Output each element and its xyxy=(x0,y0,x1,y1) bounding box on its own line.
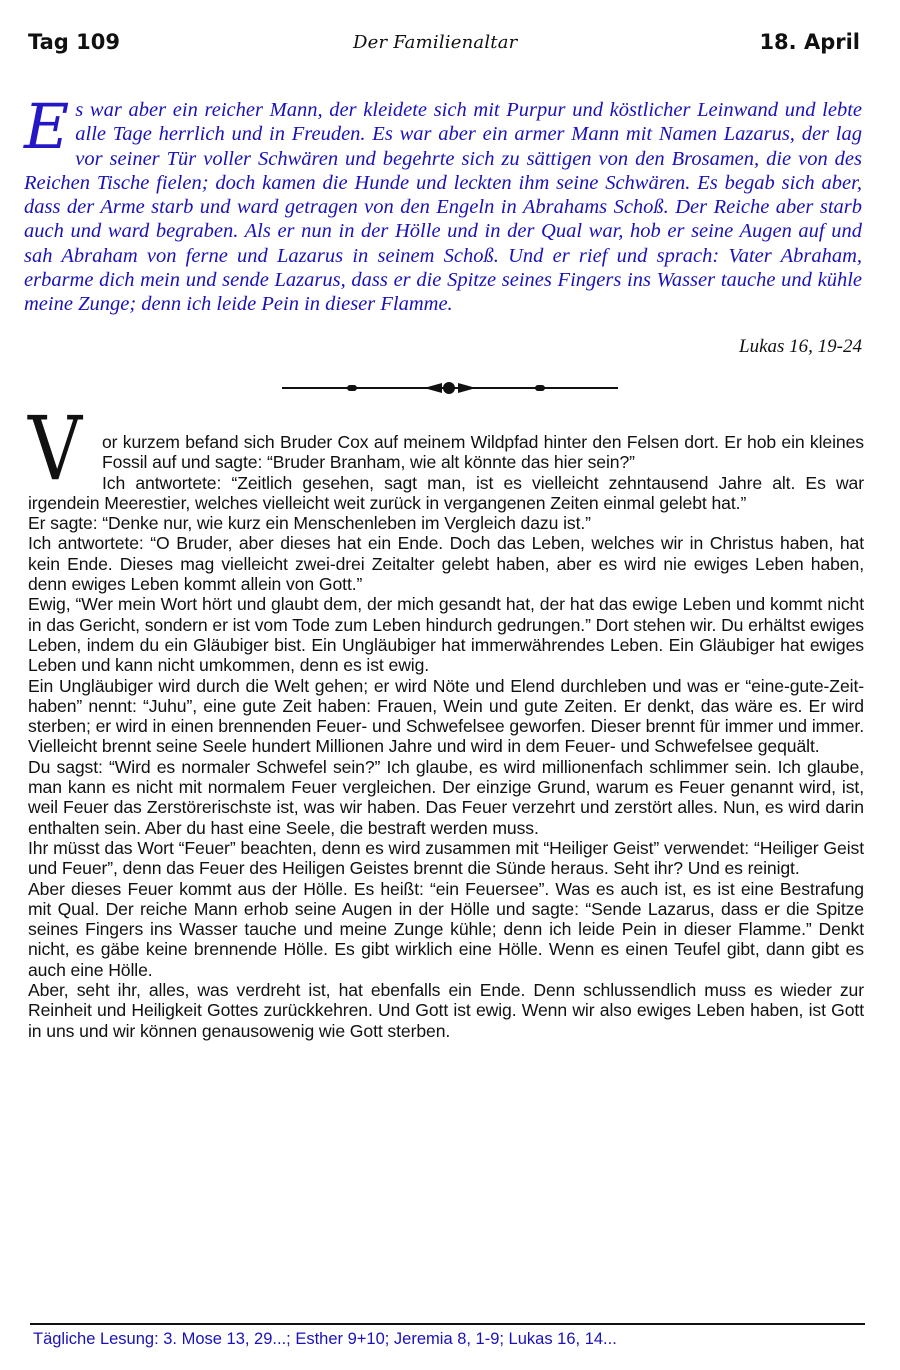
paragraph: or kurzem befand sich Bruder Cox auf meinem Wildpfad hinter den Felsen dort. Er hob ein kleines Fossil auf und sagte: “Bruder Branham, wie alt könnte das hier sein?” xyxy=(102,432,864,473)
paragraph: Aber dieses Feuer kommt aus der Hölle. Es heißt: “ein Feuersee”. Was es auch ist, es ist eine Bestrafung mit Qual. Der reiche Mann erhob seine Augen in der Hölle und sagte: “Sende Lazarus, dass er die Spitze seines Fingers ins Wasser tauche und meine Zunge kühle; denn ich leide Pein in dieser Flamme.” Denkt nicht, es gäbe keine brennende Hölle. Es gibt wirklich eine Hölle. Wenn es einen Teufel gibt, dann gibt es auch eine Hölle. xyxy=(28,878,864,980)
ornamental-divider-icon xyxy=(282,380,618,396)
brand-title: Der Familienaltar xyxy=(353,32,518,53)
devotional-article xyxy=(28,397,864,1041)
scripture-verse xyxy=(24,90,862,317)
paragraph: Ihr müsst das Wort “Feuer” beachten, denn es wird zusammen mit “Heiliger Geist” verwendet: “Heiliger Geist und Feuer”, denn das Feuer des Heiligen Geistes brennt die Sünde heraus. Seht ihr? Und es reinigt. xyxy=(28,837,864,879)
paragraph: Er sagte: “Denke nur, wie kurz ein Menschenleben im Vergleich dazu ist.” xyxy=(28,513,591,534)
drop-cap: V xyxy=(28,397,82,500)
paragraph: Du sagst: “Wird es normaler Schwefel sein?” Ich glaube, es wird millionenfach schlimmer sein. Ich glaube, man kann es nicht mit normalem Feuer vergleichen. Der einzige Grund, warum es Feuer genannt wird, ist, weil Feuer das Zerstörerischste ist, was wir haben. Das Feuer verzehrt und zerstört alles. Nun, es wird darin enthalten sein. Aber du hast eine Seele, die bestraft werden muss. xyxy=(28,756,864,838)
paragraph: Ich antwortete: “Zeitlich gesehen, sagt man, ist es vielleicht zehntausend Jahre alt. Es war irgendein Meerestier, welches vielleicht weit zurück in vergangenen Zeiten einmal gelebt hat.” xyxy=(28,472,864,513)
paragraph: Ich antwortete: “O Bruder, aber dieses hat ein Ende. Doch das Leben, welches wir in Christus haben, hat kein Ende. Dieses mag vielleicht zwei-drei Zeitalter gelebt haben, aber es wird nie ewiges Leben haben, denn ewiges Leben kommt allein von Gott.” xyxy=(28,533,864,595)
daily-reading: Tägliche Lesung: 3. Mose 13, 29...; Esther 9+10; Jeremia 8, 1-9; Lukas 16, 14... xyxy=(33,1330,617,1348)
day-number: Tag 109 xyxy=(28,30,120,54)
paragraph: Ein Ungläubiger wird durch die Welt gehen; er wird Nöte und Elend durchleben und was er “eine-gute-Zeit-haben” nennt: “Juhu”, eine gute Zeit haben: Frauen, Wein und gute Zeiten. Er denkt, das wäre es. Er wird sterben; er wird in einen brennenden Feuer- und Schwefelsee geworfen. Dieser brennt für immer und immer. Vielleicht brennt seine Seele hundert Millionen Jahre und wird in dem Feuer- und Schwefelsee gequält. xyxy=(28,675,864,757)
verse-reference: Lukas 16, 19-24 xyxy=(739,336,862,357)
paragraph: Ewig, “Wer mein Wort hört und glaubt dem, der mich gesandt hat, der hat das ewige Leben und kommt nicht in das Gericht, sondern er ist vom Tode zum Leben hindurch gedrungen.” Dort stehen wir. Du erhältst ewiges Leben, indem du ein Gläubiger bist. Ein Ungläubiger hat immerwährendes Leben. Ein Gläubiger hat ewiges Leben und kann nicht umkommen, denn es ist ewig. xyxy=(28,594,864,676)
page-header xyxy=(28,30,860,70)
page-date: 18. April xyxy=(759,30,860,54)
verse-text: s war aber ein reicher Mann, der kleidete sich mit Purpur und köstlicher Leinwand und lebte alle Tage herrlich und in Freuden. Es war aber ein armer Mann mit Namen Lazarus, der lag vor seiner Tür voller Schwären und begehrte sich zu sättigen von den Brosamen, die von des Reichen Tische fielen; doch kamen die Hunde und leckten ihm seine Schwären. Es begab sich aber, dass der Arme starb und ward getragen von den Engeln in Abrahams Schoß. Der Reiche aber starb auch und ward begraben. Als er nun in der Hölle und in der Qual war, hob er seine Augen auf und sah Abraham von ferne und Lazarus in seinem Schoß. Und er rief und sprach: Vater Abraham, erbarme dich mein und sende Lazarus, dass er die Spitze seines Fingers ins Wasser tauche und kühle meine Zunge; denn ich leide Pein in dieser Flamme. xyxy=(24,99,862,316)
footer-divider xyxy=(30,1323,865,1325)
paragraph: Aber, seht ihr, alles, was verdreht ist, hat ebenfalls ein Ende. Denn schlussendlich muss es wieder zur Reinheit und Heiligkeit Gottes zurückkehren. Und Gott ist ewig. Wenn wir also ewiges Leben haben, ist Gott in uns und wir können genausowenig wie Gott sterben. xyxy=(28,980,864,1041)
verse-initial: E xyxy=(24,90,70,163)
